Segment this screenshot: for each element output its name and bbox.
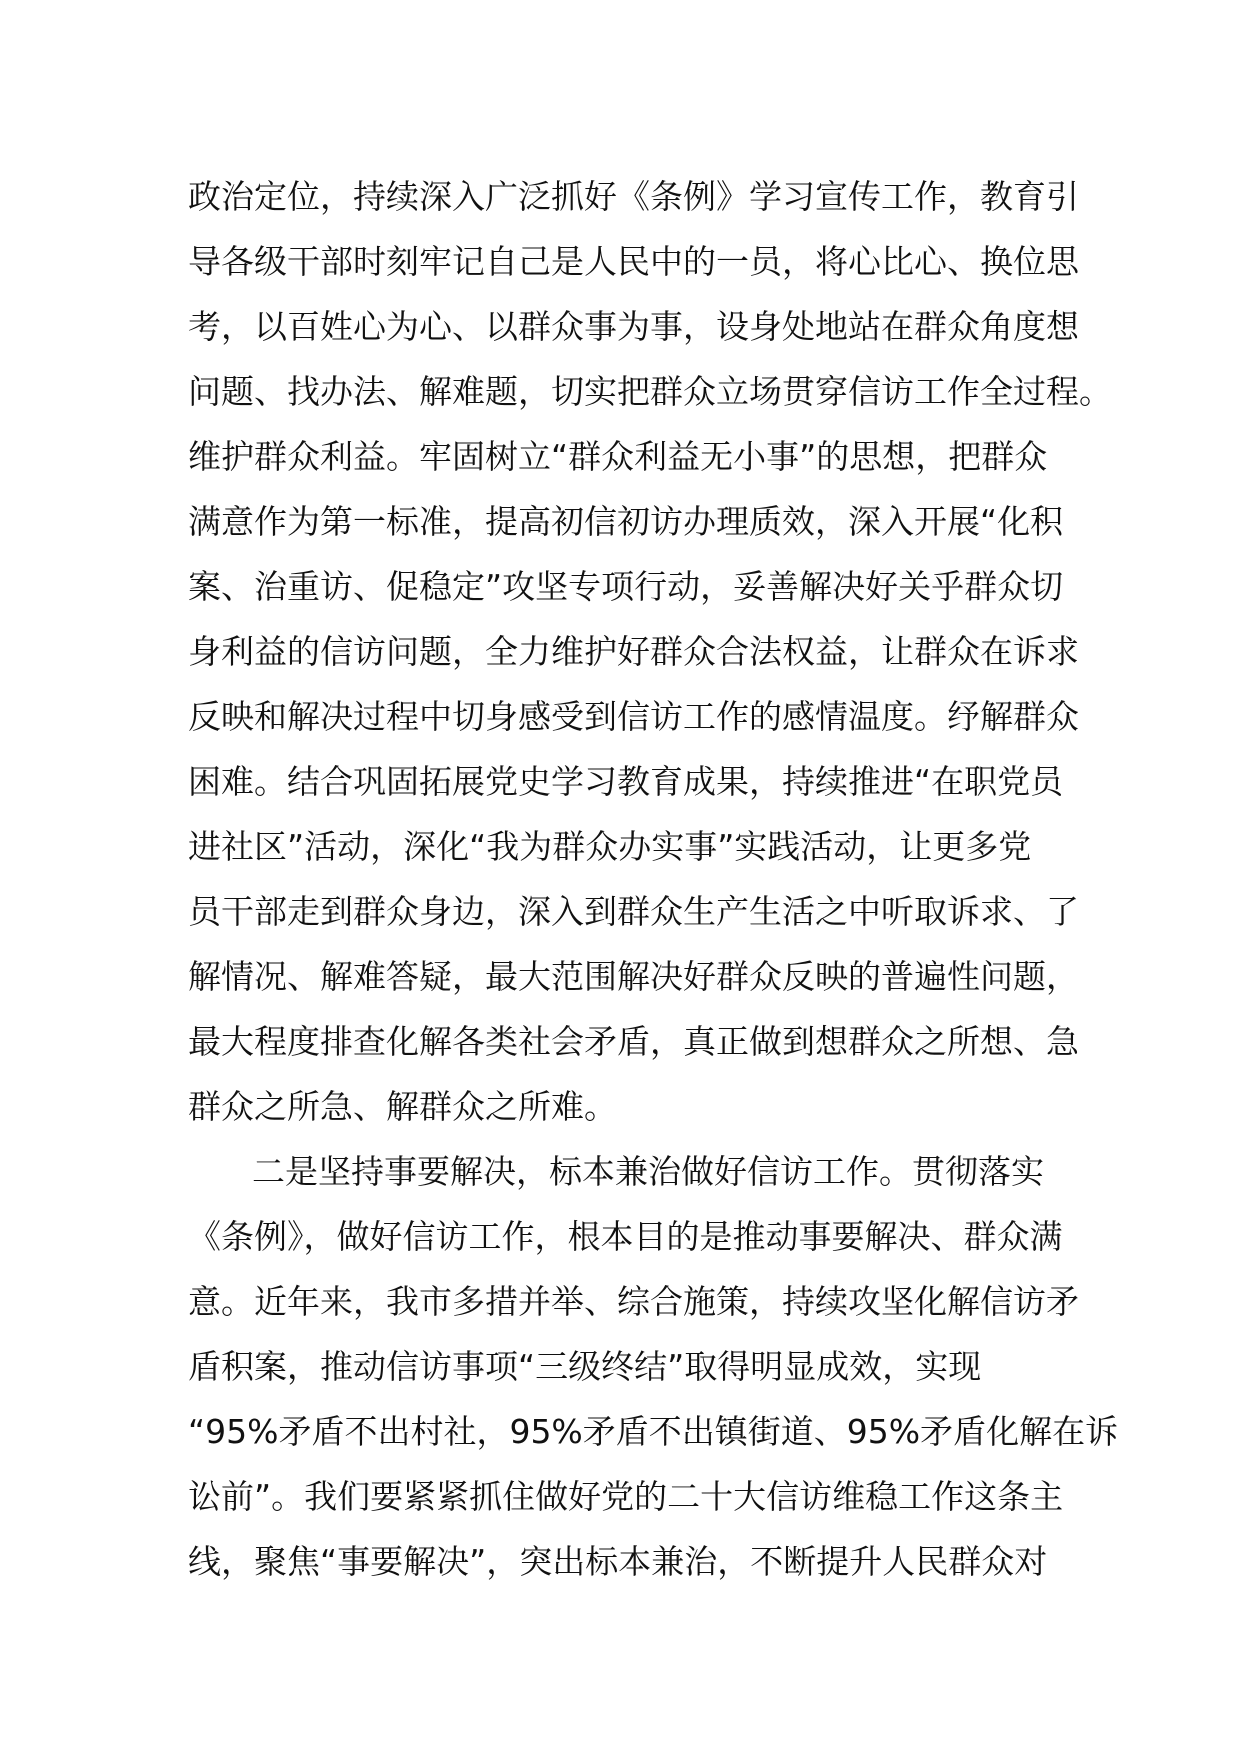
text-line: 困难。结合巩固拓展党史学习教育成果，持续推进“在职党员 xyxy=(188,762,1064,801)
text-line: 考，以百姓心为心、以群众事为事，设身处地站在群众角度想 xyxy=(188,307,1079,346)
text-line: 身利益的信访问题，全力维护好群众合法权益，让群众在诉求 xyxy=(188,632,1079,671)
text-line: 解情况、解难答疑，最大范围解决好群众反映的普遍性问题， xyxy=(188,957,1079,996)
text-line: 员干部走到群众身边，深入到群众生产生活之中听取诉求、了 xyxy=(188,892,1079,931)
text-line: 满意作为第一标准，提高初信初访办理质效，深入开展“化积 xyxy=(188,502,1064,541)
text-line: 最大程度排查化解各类社会矛盾，真正做到想群众之所想、急 xyxy=(188,1022,1079,1061)
text-line: 进社区”活动，深化“我为群众办实事”实践活动，让更多党 xyxy=(188,827,1032,866)
text-line: 政治定位，持续深入广泛抓好《条例》学习宣传工作，教育引 xyxy=(188,177,1079,216)
text-line: 反映和解决过程中切身感受到信访工作的感情温度。纾解群众 xyxy=(188,697,1079,736)
text-line: 线，聚焦“事要解决”，突出标本兼治，不断提升人民群众对 xyxy=(188,1542,1048,1581)
paragraph-start-line: 二是坚持事要解决，标本兼治做好信访工作。贯彻落实 xyxy=(252,1152,1044,1191)
text-line: 盾积案，推动信访事项“三级终结”取得明显成效，实现 xyxy=(188,1347,982,1386)
text-line: 案、治重访、促稳定”攻坚专项行动，妥善解决好关乎群众切 xyxy=(188,567,1064,606)
text-line: 群众之所急、解群众之所难。 xyxy=(188,1087,617,1126)
text-line: 意。近年来，我市多措并举、综合施策，持续攻坚化解信访矛 xyxy=(188,1282,1079,1321)
text-line: 问题、找办法、解难题，切实把群众立场贯穿信访工作全过程。 xyxy=(188,372,1112,411)
text-line: 导各级干部时刻牢记自己是人民中的一员，将心比心、换位思 xyxy=(188,242,1079,281)
text-line: 《条例》，做好信访工作，根本目的是推动事要解决、群众满 xyxy=(188,1217,1063,1256)
text-line: 讼前”。我们要紧紧抓住做好党的二十大信访维稳工作这条主 xyxy=(188,1477,1064,1516)
body-text xyxy=(188,164,1119,1594)
text-line: “95%矛盾不出村社，95%矛盾不出镇街道、95%矛盾化解在诉 xyxy=(188,1412,1119,1451)
text-line: 维护群众利益。牢固树立“群众利益无小事”的思想，把群众 xyxy=(188,437,1048,476)
